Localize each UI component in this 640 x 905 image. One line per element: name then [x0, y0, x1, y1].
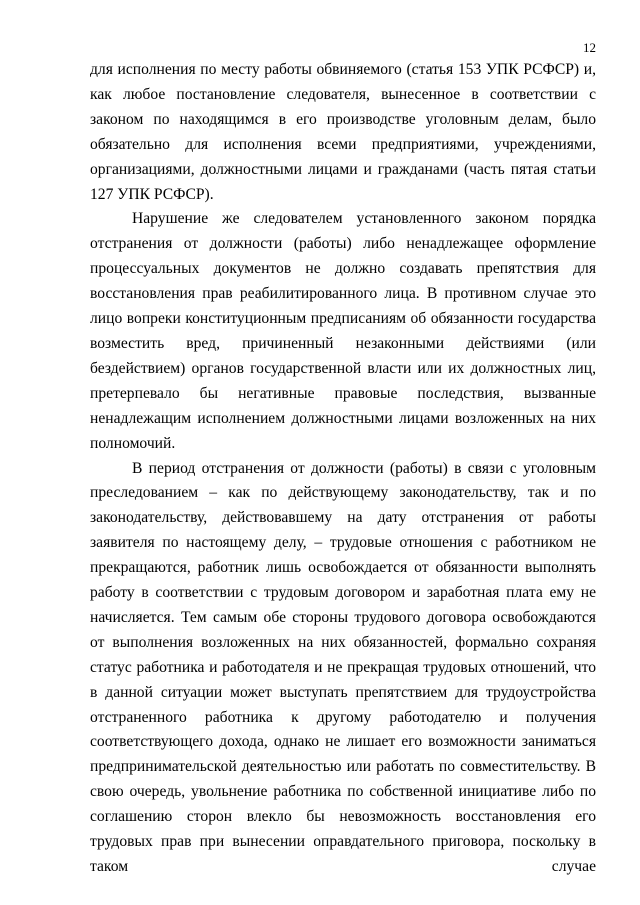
page-number: 12: [583, 40, 596, 55]
paragraph: В период отстранения от должности (работы) в связи с уголовным преследованием – как по действующему законодательству, так и по законодательству, действовавшему на дату отстранения от работы заявителя по настоящему делу, – трудовые отношения с работником не прекращаются, работник лишь освобождается от обязанности выполнять работу в соответствии с трудовым договором и заработная плата ему не начисляется. Тем самым обе стороны трудового договора освобождаются от выполнения возложенных на них обязанностей, формально сохраняя статус работника и работодателя и не прекращая трудовых отношений, что в данной ситуации может выступать препятствием для трудоустройства отстраненного работника к другому работодателю и получения соответствующего дохода, однако не лишает его возможности заниматься предпринимательской деятельностью или работать по совместительству. В свою очередь, увольнение работника по собственной инициативе либо по соглашению сторон влекло бы невозможность восстановления его трудовых прав при вынесении оправдательного приговора, поскольку в таком случае: [90, 459, 596, 875]
paragraph-continuation: для исполнения по месту работы обвиняемого (статья 153 УПК РСФСР) и, как любое постановление следователя, вынесенное в соответствии с законом по находящимся в его производстве уголовным делам, было обязательно для исполнения всеми предприятиями, учреждениями, организациями, должностными лицами и гражданами (часть пятая статьи 127 УПК РСФСР).: [90, 61, 596, 203]
document-body: [90, 58, 596, 880]
paragraph: Нарушение же следователем установленного законом порядка отстранения от должности (работы) либо ненадлежащее оформление процессуальных документов не должно создавать препятствия для восстановления прав реабилитированного лица. В противном случае это лицо вопреки конституционным предписаниям об обязанности государства возместить вред, причиненный незаконными действиями (или бездействием) органов государственной власти или их должностных лиц, претерпевало бы негативные правовые последствия, вызванные ненадлежащим исполнением должностными лицами возложенных на них полномочий.: [90, 210, 596, 452]
